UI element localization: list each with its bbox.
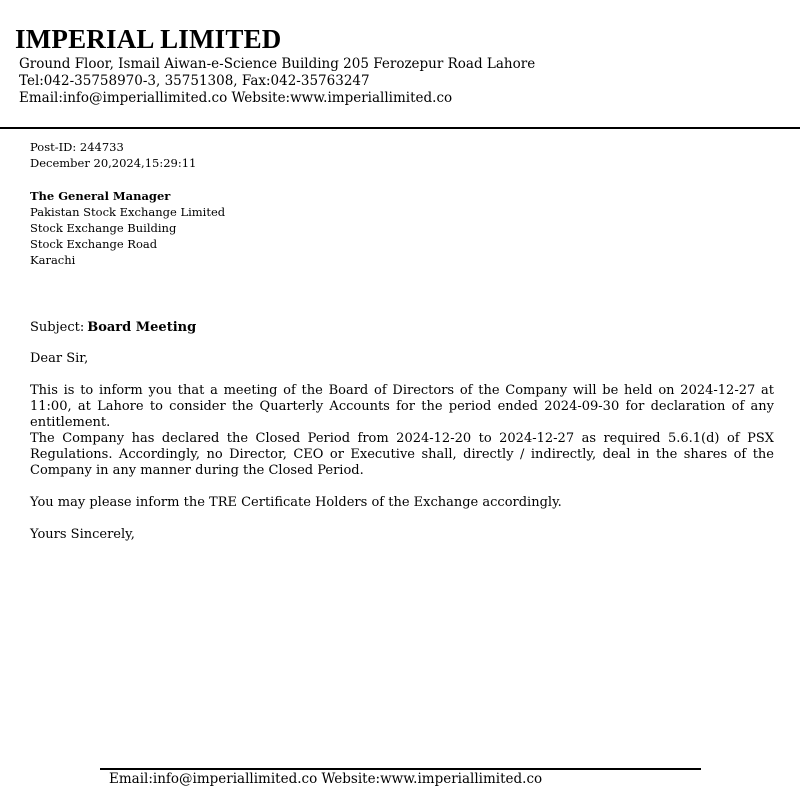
recipient-building: Stock Exchange Building [30,221,177,235]
recipient-title: The General Manager [30,189,171,203]
subject-label: Subject: [30,320,85,335]
footer-contact: Email:info@imperiallimited.co Website:www.imperiallimited.co [109,771,543,787]
recipient-road: Stock Exchange Road [30,237,158,251]
footer-divider [100,768,701,770]
company-name: IMPERIAL LIMITED [15,24,282,54]
company-phone-fax: Tel:042-35758970-3, 35751308, Fax:042-35763247 [19,73,370,89]
subject-value: Board Meeting [87,320,197,335]
recipient-organization: Pakistan Stock Exchange Limited [30,205,226,219]
recipient-city: Karachi [30,253,76,267]
header-divider [0,127,800,129]
document-meta [30,139,196,171]
post-id: Post-ID: 244733 [30,140,124,154]
closing: Yours Sincerely, [30,527,135,542]
company-contact: Email:info@imperiallimited.co Website:www.imperiallimited.co [19,90,453,106]
company-address: Ground Floor, Ismail Aiwan-e-Science Building 205 Ferozepur Road Lahore [19,56,536,72]
paragraph-inform: You may please inform the TRE Certificate Holders of the Exchange accordingly. [30,495,562,510]
paragraph-closed-period: The Company has declared the Closed Period from 2024-12-20 to 2024-12-27 as required 5.6.1(d) of PSX Regulations. Accordingly, no Director, CEO or Executive shall, directly / indirectly, deal in the shares of the Company in any manner during the Closed Period. [30,431,774,478]
salutation: Dear Sir, [30,351,89,366]
post-date: December 20,2024,15:29:11 [30,156,197,170]
subject-line [30,319,196,336]
recipient-block [30,188,225,268]
paragraph-meeting: This is to inform you that a meeting of the Board of Directors of the Company will be held on 2024-12-27 at 11:00, at Lahore to consider the Quarterly Accounts for the period ended 2024-09-30 for declaration of any entitlement. [30,383,774,430]
letterhead [15,22,795,107]
